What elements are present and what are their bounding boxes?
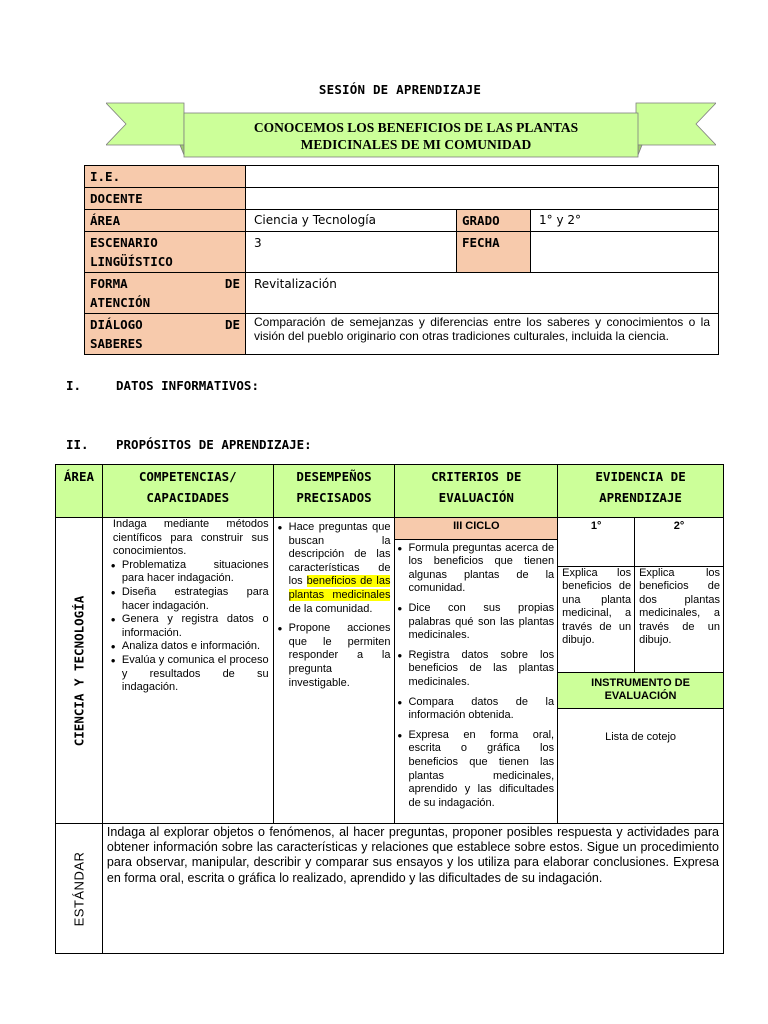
header-evidencia xyxy=(558,465,724,518)
criterio-item: • Registra datos sobre los beneficios de las plantas medicinales. xyxy=(397,649,554,690)
forma-label-line-2: ATENCIÓN xyxy=(90,295,151,310)
session-title: SESIÓN DE APRENDIZAJE xyxy=(318,82,482,97)
evidencia-grado-2: Explica los beneficios de dos plantas medicinales, a través de un dibujo. xyxy=(635,566,723,672)
header-competencias-line-1: COMPETENCIAS/ xyxy=(138,469,237,484)
ie-value xyxy=(246,166,719,188)
capacidades-list xyxy=(111,559,269,695)
header-row xyxy=(56,465,724,518)
capacidad-item: • Analiza datos e información. xyxy=(111,640,269,654)
info-row-dialogo xyxy=(85,314,719,355)
section-title: PROPÓSITOS DE APRENDIZAJE: xyxy=(116,437,312,452)
evidencia-table xyxy=(558,518,723,821)
estandar-text: Indaga al explorar objetos o fenómenos, al hacer preguntas, proponer posibles respuesta y actividades para obtener información sobre las características y relaciones que establece sobre estos. Sigue un procedimiento para observar, manipular, describir y comparar sus ensayos y los utiliza para elaborar conclusiones. Expresa en forma oral, escrita o gráfica lo realizado, aprendido y las dificultades de su indagación. xyxy=(102,824,723,954)
desempeno-text: de la comunidad. xyxy=(288,602,373,615)
area-label: ÁREA xyxy=(85,210,246,232)
area-name-cell xyxy=(56,518,103,824)
info-row-escenario xyxy=(85,232,719,273)
header-competencias xyxy=(102,465,273,518)
estandar-label: ESTÁNDAR xyxy=(71,851,87,926)
header-area: ÁREA xyxy=(56,465,103,518)
grado-label: GRADO xyxy=(457,210,531,232)
section-title: DATOS INFORMATIVOS: xyxy=(116,378,259,393)
header-evidencia-line-1: EVIDENCIA DE xyxy=(595,469,686,484)
dialogo-label-line-2: SABERES xyxy=(90,336,143,351)
ciclo-label: III CICLO xyxy=(395,518,557,540)
highlighted-text: beneficios de las plantas medicinales xyxy=(288,575,391,601)
evidencia-grado-1: Explica los beneficios de una planta medicinal, a través de un dibujo. xyxy=(558,566,634,672)
desempeno-text: Hace preguntas que buscan la descripción de las características de los xyxy=(288,521,391,588)
estandar-row xyxy=(56,824,724,954)
grado-value: 1° y 2° xyxy=(531,210,719,232)
grado-2-header: 2° xyxy=(635,518,723,566)
banner-title xyxy=(186,119,646,153)
escenario-value: 3 xyxy=(246,232,457,273)
instrumento-value: Lista de cotejo xyxy=(605,730,677,743)
criterio-item: • Expresa en forma oral, escrita o gráfica los beneficios que tienen las plantas medicinales, aprendido y las dificultades de su indagación. xyxy=(397,729,554,811)
info-row-docente xyxy=(85,188,719,210)
competencia-intro: Indaga mediante métodos científicos para construir sus conocimientos. xyxy=(112,518,269,558)
instrumento-header-line-2: EVALUACIÓN xyxy=(604,690,677,703)
info-row-area xyxy=(85,210,719,232)
section-number: I. xyxy=(66,378,82,393)
criterio-item: • Dice con sus propias palabras qué son las plantas medicinales. xyxy=(397,602,554,643)
dialogo-label xyxy=(85,314,246,355)
evidencia-cell xyxy=(558,518,724,824)
header-desempenos-line-1: DESEMPEÑOS xyxy=(296,469,372,484)
info-row-ie xyxy=(85,166,719,188)
forma-label-line-1: FORMA DE xyxy=(90,276,240,291)
escenario-label-line-2: LINGÜÍSTICO xyxy=(90,254,173,269)
header-criterios-line-1: CRITERIOS DE xyxy=(431,469,522,484)
desempenos-list xyxy=(278,521,391,690)
instrumento-header-line-1: INSTRUMENTO DE xyxy=(591,676,690,689)
ie-label: I.E. xyxy=(85,166,246,188)
grado-1-header: 1° xyxy=(558,518,634,566)
escenario-label-line-1: ESCENARIO xyxy=(90,235,158,250)
capacidad-item: • Evalúa y comunica el proceso y resultados de su indagación. xyxy=(111,654,269,695)
area-value: Ciencia y Tecnología xyxy=(246,210,457,232)
criterios-list xyxy=(395,540,557,811)
school-info-table xyxy=(84,165,719,355)
dialogo-label-line-1: DIÁLOGO DE xyxy=(90,317,240,332)
forma-label xyxy=(85,273,246,314)
criterio-item: • Formula preguntas acerca de los beneficios que tienen algunas plantas de la comunidad. xyxy=(397,542,554,596)
header-competencias-line-2: CAPACIDADES xyxy=(146,490,230,505)
estandar-label-cell xyxy=(56,824,103,954)
escenario-label xyxy=(85,232,246,273)
criterio-item: • Compara datos de la información obtenida. xyxy=(397,696,554,723)
header-desempenos-line-2: PRECISADOS xyxy=(296,490,372,505)
criterios-cell xyxy=(395,518,558,824)
desempeno-item: • Propone acciones que le permiten responder a la pregunta investigable. xyxy=(278,622,391,690)
fecha-label: FECHA xyxy=(457,232,531,273)
section-number: II. xyxy=(66,437,89,452)
forma-value: Revitalización xyxy=(246,273,719,314)
capacidad-item: • Problematiza situaciones para hacer indagación. xyxy=(111,559,269,586)
competencias-cell xyxy=(102,518,273,824)
banner-title-line-1: CONOCEMOS LOS BENEFICIOS DE LAS PLANTAS xyxy=(253,120,579,135)
desempeno-item xyxy=(278,521,391,616)
header-criterios-line-2: EVALUACIÓN xyxy=(438,490,514,505)
header-desempenos xyxy=(273,465,395,518)
banner-title-line-2: MEDICINALES DE MI COMUNIDAD xyxy=(300,137,532,152)
dialogo-value: Comparación de semejanzas y diferencias entre los saberes y conocimientos o la visión del pueblo originario con otras tradiciones culturales, incluida la ciencia. xyxy=(246,314,719,355)
desempenos-cell xyxy=(273,518,395,824)
content-row xyxy=(56,518,724,824)
capacidad-item: • Diseña estrategias para hacer indagación. xyxy=(111,586,269,613)
docente-value xyxy=(246,188,719,210)
instrumento-header xyxy=(558,672,723,708)
area-name: CIENCIA Y TECNOLOGÍA xyxy=(71,595,87,746)
header-evidencia-line-2: APRENDIZAJE xyxy=(599,490,682,505)
header-criterios xyxy=(395,465,558,518)
fecha-value xyxy=(531,232,719,273)
capacidad-item: • Genera y registra datos o información. xyxy=(111,613,269,640)
info-row-forma xyxy=(85,273,719,314)
docente-label: DOCENTE xyxy=(85,188,246,210)
learning-purposes-table xyxy=(55,464,724,954)
title-banner xyxy=(106,101,716,167)
